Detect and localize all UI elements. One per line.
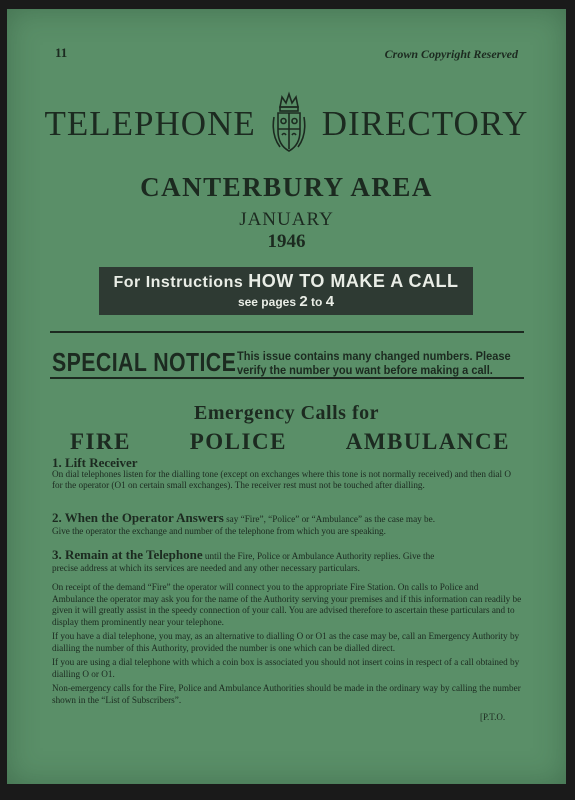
step-2-heading: 2. When the Operator Answers xyxy=(52,510,224,525)
instructions-see: see pages xyxy=(237,295,296,309)
emergency-title: Emergency Calls for xyxy=(193,402,379,424)
paragraph-dial-alternative: If you have a dial telephone, you may, as an alternative to dialling O or O1 as the case may be, call an Emergency Authority by dialling the number of this Authority, provided the number is one which can be dialled direct. xyxy=(52,631,520,653)
step-2-inline: say “Fire”, “Police” or “Ambulance” as the case may be. xyxy=(226,514,435,524)
step-1-heading: 1. Lift Receiver xyxy=(52,455,138,470)
title-word-directory: DIRECTORY xyxy=(321,104,529,143)
instructions-line xyxy=(99,271,473,292)
paragraph-fire-demand: On receipt of the demand “Fire” the operator will connect you to the appropriate Fire Station. On calls to Police and Ambulance the operator may ask you for the name of the Authority serving your premises and if this information can readily be given it will greatly assist in the speedy connection of your call. You are advised therefore to ascertain these particulars and to display them prominently near your telephone. xyxy=(52,582,522,627)
step-1-text: On dial telephones listen for the dialling tone (except on exchanges where this tone is not normally received) and then dial O for the operator (O1 on certain small exchanges). The receiver rest must not be touched after dialling. xyxy=(52,468,511,491)
instructions-emphasis: HOW TO MAKE A CALL xyxy=(248,271,459,291)
emergency-services xyxy=(70,429,510,455)
paragraph-coin-box: If you are using a dial telephone with which a coin box is associated you should not insert coins in respect of a call obtained by dialling O or O1. xyxy=(52,657,520,679)
step-3-text: precise address at which its services are needed and any other necessary particulars. xyxy=(52,562,360,573)
instructions-box xyxy=(99,267,473,315)
step-2-text: Give the operator the exchange and number of the telephone from which you are speaking. xyxy=(52,525,386,536)
special-notice-text xyxy=(237,349,513,377)
notice-line-2: verify the number you want before making a call. xyxy=(237,363,493,377)
step-3-heading: 3. Remain at the Telephone xyxy=(52,547,203,562)
instructions-prefix: For Instructions xyxy=(113,274,244,291)
step-3 xyxy=(52,549,522,574)
notice-top-rule xyxy=(50,331,524,333)
royal-crest-icon xyxy=(270,91,308,157)
directory-cover xyxy=(7,9,566,784)
page-number: 11 xyxy=(55,45,68,60)
please-turn-over: [P.T.O. xyxy=(480,712,506,722)
service-fire: FIRE xyxy=(70,429,131,454)
step-3-inline: until the Fire, Police or Ambulance Authority replies. Give the xyxy=(204,551,435,561)
step-1 xyxy=(52,457,522,492)
directory-title xyxy=(7,91,566,157)
instructions-from-page: 2 xyxy=(299,293,308,310)
issue-year: 1946 xyxy=(267,231,306,252)
instructions-to-page: 4 xyxy=(325,293,335,310)
title-word-telephone: TELEPHONE xyxy=(44,104,256,143)
service-police: POLICE xyxy=(189,429,287,454)
notice-line-1: This issue contains many changed numbers. Please xyxy=(237,349,511,363)
service-ambulance: AMBULANCE xyxy=(345,429,510,454)
instructions-pages xyxy=(99,293,473,310)
notice-bottom-rule xyxy=(50,377,524,379)
area-title: CANTERBURY AREA xyxy=(140,172,433,202)
special-notice-heading: SPECIAL NOTICE xyxy=(52,347,237,377)
step-2 xyxy=(52,512,522,537)
issue-month: JANUARY xyxy=(239,209,334,230)
copyright-notice: Crown Copyright Reserved xyxy=(384,47,518,61)
paragraph-non-emergency: Non-emergency calls for the Fire, Police and Ambulance Authorities should be made in the ordinary way by calling the number shown in the “List of Subscribers”. xyxy=(52,683,521,705)
instructions-to-word: to xyxy=(311,295,323,309)
